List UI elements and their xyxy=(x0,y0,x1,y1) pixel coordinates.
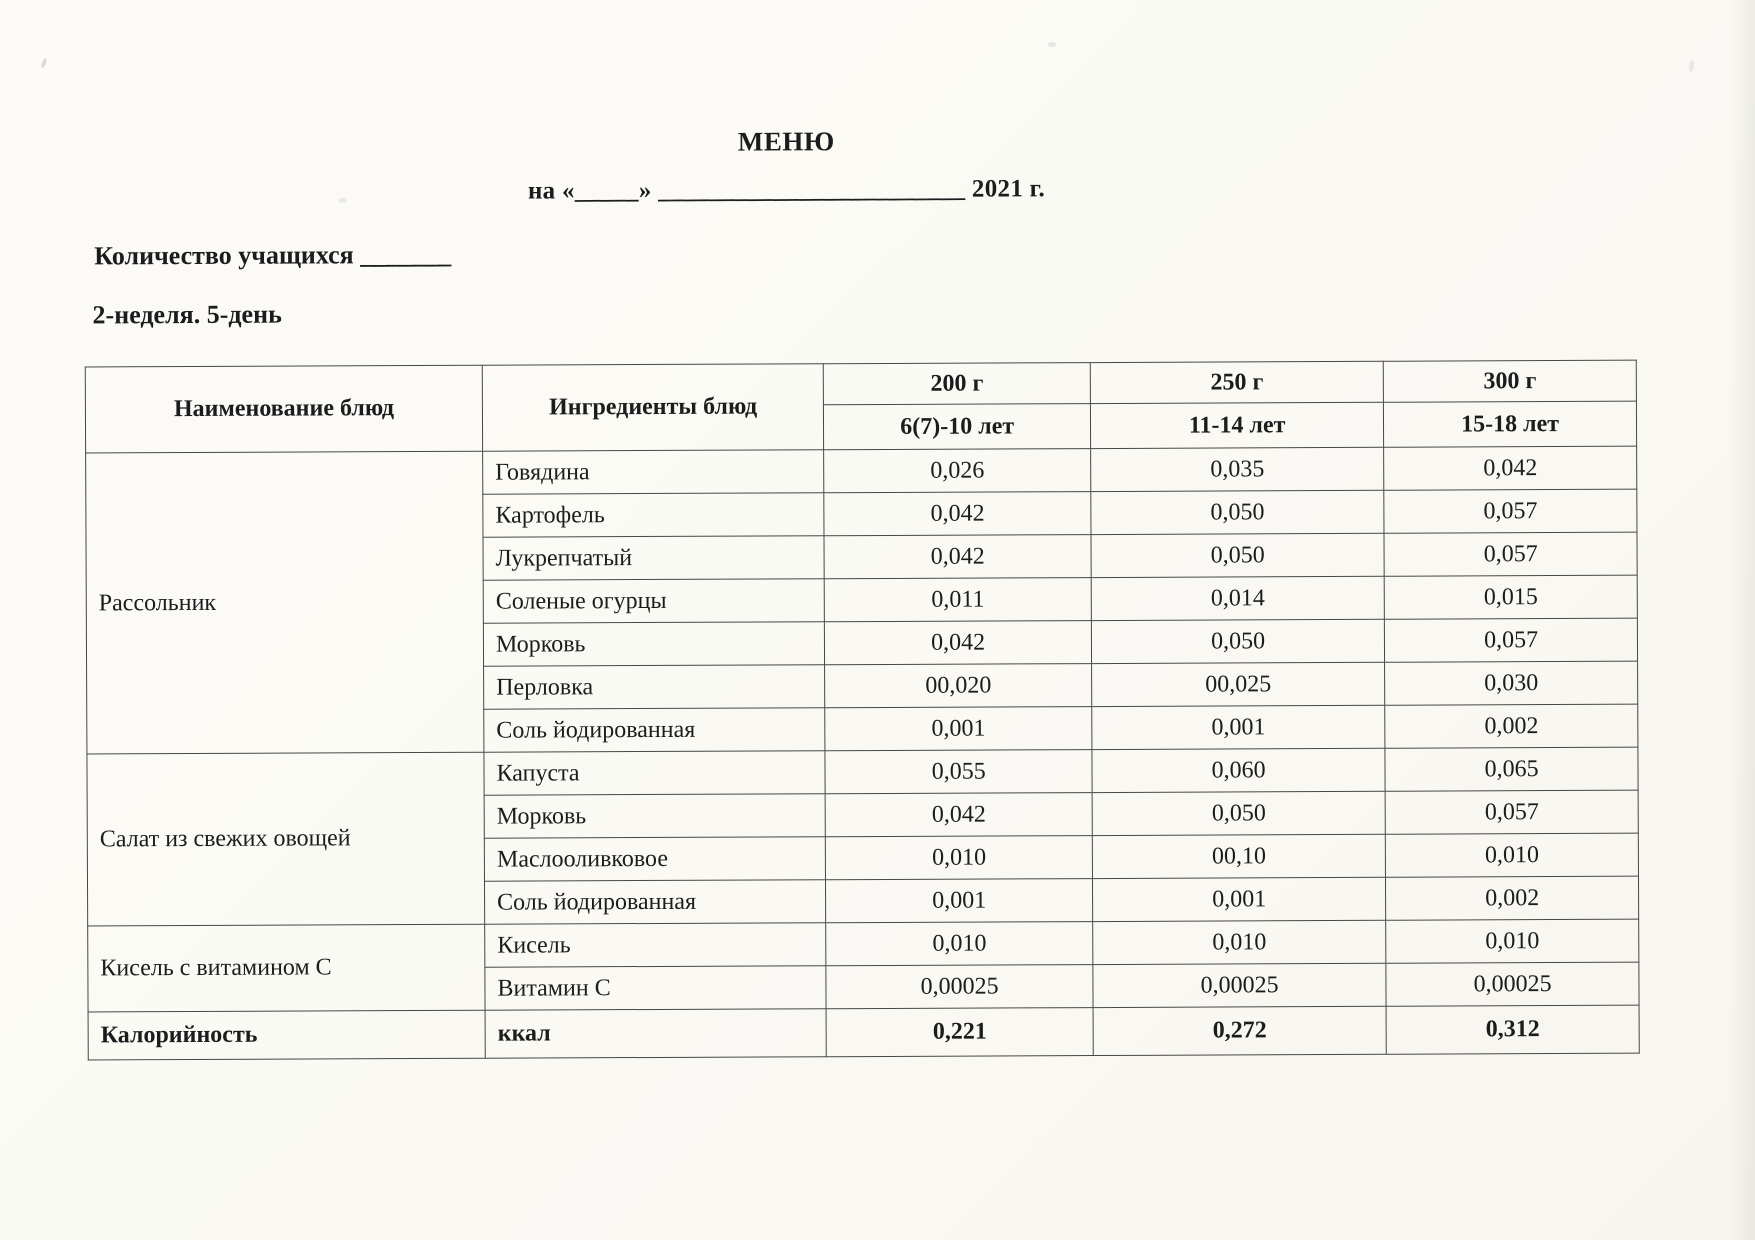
amount-cell: 0,026 xyxy=(824,449,1091,493)
amount-cell: 0,042 xyxy=(825,621,1092,665)
ingredient-cell: Говядина xyxy=(483,450,824,494)
amount-cell: 0,030 xyxy=(1385,661,1638,705)
ingredient-cell: Перловка xyxy=(484,665,825,709)
amount-cell: 0,00025 xyxy=(826,965,1093,1009)
col-header-age-group: 15-18 лет xyxy=(1384,401,1637,447)
amount-cell: 0,042 xyxy=(824,535,1091,579)
col-header-portion: 250 г xyxy=(1090,361,1383,403)
col-header-dish: Наименование блюд xyxy=(85,365,482,453)
calories-label-cell: Калорийность xyxy=(88,1010,485,1060)
amount-cell: 0,010 xyxy=(826,836,1093,880)
ingredient-cell: Соль йодированная xyxy=(485,880,826,924)
ingredient-row xyxy=(86,446,1637,496)
ingredient-cell: Лукрепчатый xyxy=(483,536,824,580)
ingredient-cell: Морковь xyxy=(484,794,825,838)
amount-cell: 0,057 xyxy=(1384,532,1637,576)
ingredient-cell: Морковь xyxy=(483,622,824,666)
ingredient-cell: Маслооливковое xyxy=(484,837,825,881)
calories-total-row xyxy=(88,1005,1639,1060)
col-header-age-group: 6(7)-10 лет xyxy=(824,404,1091,450)
ingredient-cell: Соленые огурцы xyxy=(483,579,824,623)
amount-cell: 0,050 xyxy=(1091,619,1384,663)
calories-value-cell: 0,272 xyxy=(1093,1006,1386,1055)
amount-cell: 0,057 xyxy=(1385,618,1638,662)
amount-cell: 0,00025 xyxy=(1093,963,1386,1007)
page-title: МЕНЮ xyxy=(737,126,835,157)
calories-unit-cell: ккал xyxy=(485,1009,826,1058)
amount-cell: 0,002 xyxy=(1386,876,1639,920)
calories-value-cell: 0,221 xyxy=(826,1008,1093,1057)
students-count-line: Количество учащихся _______ xyxy=(94,239,452,271)
menu-table xyxy=(85,360,1640,1061)
calories-value-cell: 0,312 xyxy=(1386,1005,1639,1054)
amount-cell: 0,011 xyxy=(824,578,1091,622)
amount-cell: 0,014 xyxy=(1091,576,1384,620)
ingredient-cell: Кисель xyxy=(485,923,826,967)
amount-cell: 0,001 xyxy=(825,707,1092,751)
amount-cell: 0,010 xyxy=(826,922,1093,966)
amount-cell: 0,042 xyxy=(1384,446,1637,490)
amount-cell: 0,010 xyxy=(1386,919,1639,963)
amount-cell: 0,015 xyxy=(1384,575,1637,619)
col-header-age-group: 11-14 лет xyxy=(1090,402,1383,448)
amount-cell: 00,10 xyxy=(1092,834,1385,878)
amount-cell: 0,010 xyxy=(1093,920,1386,964)
amount-cell: 0,050 xyxy=(1091,490,1384,534)
dish-name-cell: Салат из свежих овощей xyxy=(87,752,485,926)
dish-name-cell: Рассольник xyxy=(86,451,484,754)
date-blank-line: на «_____» ________________________ 2021 г. xyxy=(527,175,1046,205)
col-header-portion: 200 г xyxy=(824,363,1091,405)
amount-cell: 0,057 xyxy=(1384,489,1637,533)
ingredient-cell: Капуста xyxy=(484,751,825,795)
amount-cell: 0,042 xyxy=(824,492,1091,536)
amount-cell: 00,025 xyxy=(1092,662,1385,706)
amount-cell: 0,001 xyxy=(1092,705,1385,749)
ingredient-cell: Витамин С xyxy=(485,966,826,1010)
amount-cell: 0,055 xyxy=(825,750,1092,794)
amount-cell: 0,00025 xyxy=(1386,962,1639,1006)
dish-name-cell: Кисель с витамином С xyxy=(88,924,485,1012)
amount-cell: 0,002 xyxy=(1385,704,1638,748)
amount-cell: 0,010 xyxy=(1385,833,1638,877)
amount-cell: 0,042 xyxy=(825,793,1092,837)
amount-cell: 0,060 xyxy=(1092,748,1385,792)
week-day-line: 2-неделя. 5-день xyxy=(92,299,282,330)
amount-cell: 0,001 xyxy=(826,879,1093,923)
amount-cell: 0,057 xyxy=(1385,790,1638,834)
col-header-ingredients: Ингредиенты блюд xyxy=(482,364,824,451)
amount-cell: 0,035 xyxy=(1091,447,1384,491)
ingredient-cell: Соль йодированная xyxy=(484,708,825,752)
ingredient-row xyxy=(87,747,1638,797)
amount-cell: 0,065 xyxy=(1385,747,1638,791)
col-header-portion: 300 г xyxy=(1383,360,1636,402)
ingredient-cell: Картофель xyxy=(483,493,824,537)
amount-cell: 0,050 xyxy=(1091,533,1384,577)
amount-cell: 00,020 xyxy=(825,664,1092,708)
amount-cell: 0,001 xyxy=(1093,877,1386,921)
amount-cell: 0,050 xyxy=(1092,791,1385,835)
ingredient-row xyxy=(88,919,1639,969)
